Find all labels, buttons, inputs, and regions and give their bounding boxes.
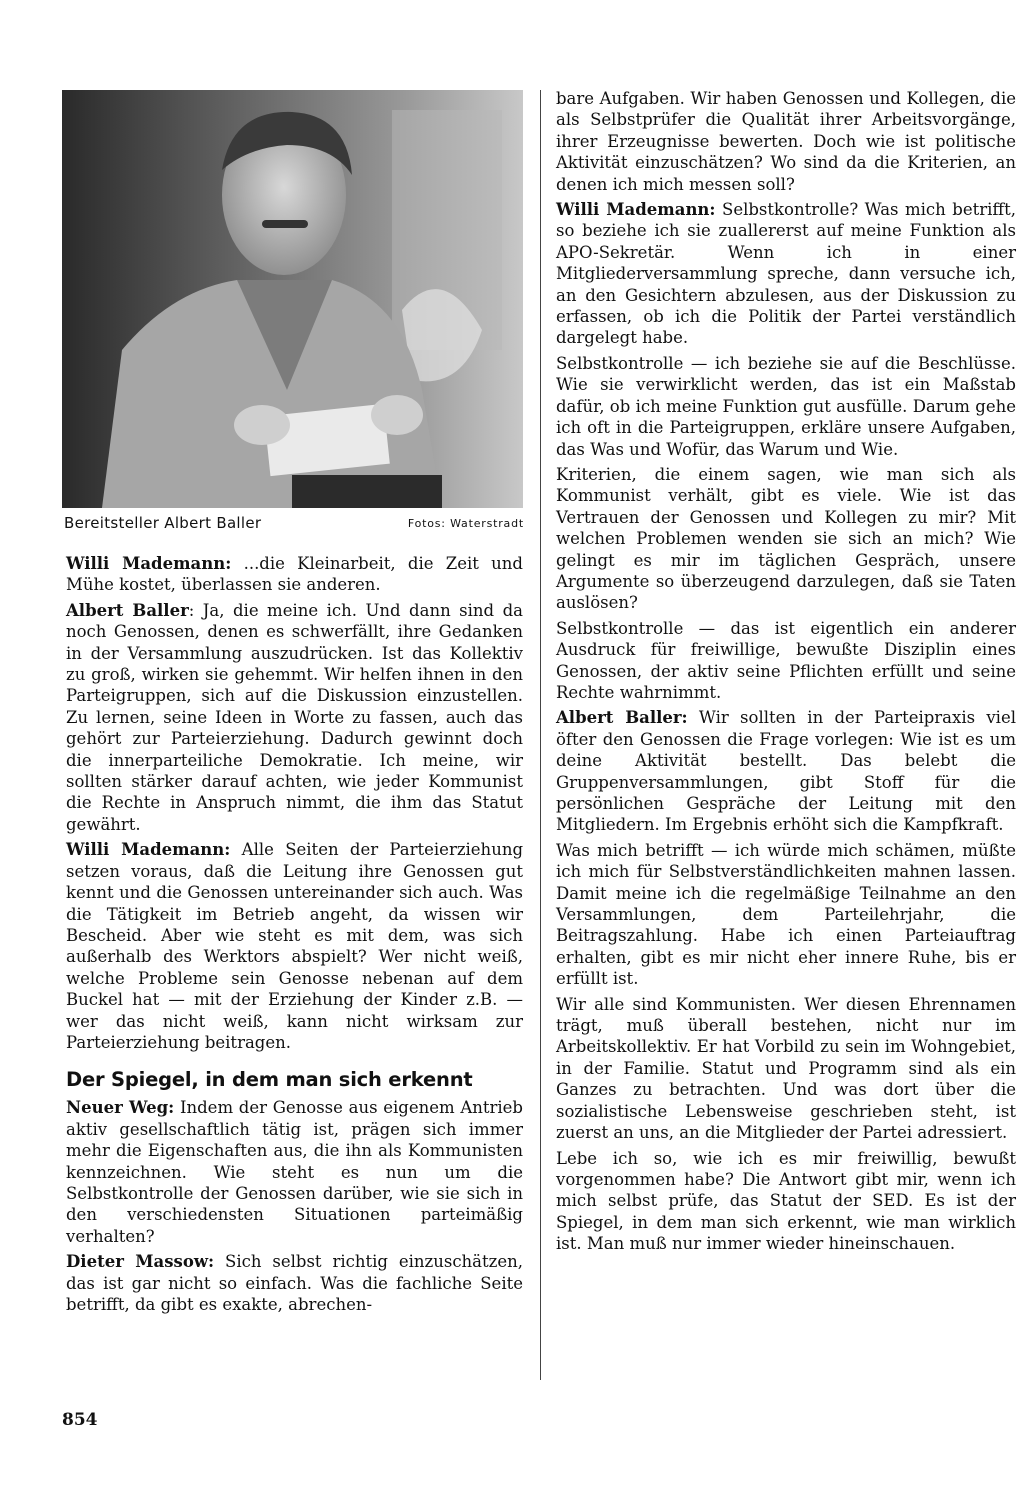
paragraph-text: Was mich betrifft — ich würde mich schämen, müßte ich mich für Selbstverständlichkeiten mahnen lassen. Damit meine ich die regelmäßige Teilnahme an den Versammlungen, dem Parteilehrjahr, die Beitragszahlung. Habe ich einen Parteiauftrag erhalten, gibt es mir nicht eher innere Ruhe, bis er erfüllt ist.: [556, 840, 1016, 989]
paragraph: [556, 199, 1016, 349]
paragraph: [556, 88, 1016, 195]
paragraph: [556, 840, 1016, 990]
paragraph-text: ...die Kleinarbeit, die Zeit und Mühe kostet, überlassen sie anderen.: [66, 554, 523, 595]
photo-credit: Fotos: Waterstradt: [407, 517, 524, 530]
paragraph-text: Selbstkontrolle — das ist eigentlich ein anderer Ausdruck für freiwillige, bewußte Disziplin eines Genossen, der aktiv seine Pflichten erfüllt und seine Rechte wahrnimmt.: [556, 618, 1016, 702]
paragraph: [66, 839, 523, 1053]
paragraph: [556, 464, 1016, 614]
paragraph: [66, 600, 523, 835]
paragraph-text: Alle Seiten der Parteierziehung setzen voraus, daß die Leitung ihre Genossen gut kennt und die Genossen untereinander sich auch. Was die Tätigkeit im Betrieb angeht, da wissen wir Bescheid. Aber wie steht es mit dem, was sich außerhalb des Werktors abspielt? Wer nicht weiß, welche Probleme sein Genosse nebenan auf dem Buckel hat — mit der Erziehung der Kinder z.B. — wer das nicht weiß, kann nicht wirksam zur Parteierziehung beitragen.: [66, 840, 524, 1052]
speaker-name: Albert Baller:: [556, 708, 688, 728]
paragraph-text: Wir alle sind Kommunisten. Wer diesen Ehrennamen trägt, muß überall bestehen, nicht nur im Arbeitskollektiv. Er hat Vorbild zu sein im Wohngebiet, in der Familie. Statut und Programm sind als ein Ganzes zu betrachten. Und was dort über die sozialistische Lebensweise geschrieben steht, ist zuerst an uns, an die Mitglieder der Partei adressiert.: [556, 994, 1016, 1143]
speaker-name: Willi Mademann:: [66, 840, 231, 860]
paragraph-text: Wir sollten in der Parteipraxis viel öfter den Genossen die Frage vorlegen: Wie ist es um deine Aktivität bestellt. Das belebt die Gruppenversammlungen, gibt Stoff für die persönlichen Gespräche der Leitung mit den Mitgliedern. Im Ergebnis erhöht sich die Kampfkraft.: [556, 708, 1016, 835]
paragraph: [556, 353, 1016, 460]
paragraph-text: Indem der Genosse aus eigenem Antrieb aktiv gesellschaftlich tätig ist, prägen sich immer mehr die Eigenschaften aus, die ihn als Kommunisten kennzeichnen. Wie steht es nun um die Selbstkontrolle der Genossen darüber, wie sie sich in den verschiedensten Situationen parteimäßig verhalten?: [66, 1098, 523, 1246]
paragraph: [66, 1251, 523, 1315]
paragraph-text: Kriterien, die einem sagen, wie man sich als Kommunist verhält, gibt es viele. Wie ist das Vertrauen der Genossen und Kollegen zu mir? Mit welchen Problemen wenden sie sich an mich? Wie gelingt es mir im täglichen Gespräch, unsere Argumente so überzeugend darzulegen, daß sie Taten auslösen?: [556, 464, 1016, 613]
speaker-name: Dieter Massow:: [66, 1252, 215, 1272]
paragraph: [556, 707, 1016, 835]
paragraph-text: : Ja, die meine ich. Und dann sind da noch Genossen, denen es schwerfällt, ihre Gedanken in der Versammlung auszudrücken. Ist das Kollektiv zu groß, wirken sie gehemmt. Wir helfen ihnen in den Parteigruppen, sich auf die Diskussion einzustellen. Zu lernen, seine Ideen in Worte zu fassen, auch das gehört zur Parteierziehung. Dadurch gewinnt doch die innerparteiliche Demokratie. Ich meine, wir sollten stärker darauf achten, wie jeder Kommunist die Rechte in Anspruch nimmt, die ihm das Statut gewährt.: [66, 600, 523, 834]
right-column: [556, 88, 1016, 1259]
left-column: [66, 553, 523, 1319]
paragraph: [66, 1097, 523, 1247]
paragraph: [556, 994, 1016, 1144]
paragraph: [66, 553, 523, 596]
paragraph-text: Selbstkontrolle? Was mich betrifft, so beziehe ich sie zuallererst auf meine Funktion als APO-Sekretär. Wenn ich in einer Mitgliederversammlung spreche, dann versuche ich, an den Gesichtern abzulesen, aus der Diskussion zu erfassen, ob ich die Politik der Partei verständlich dargelegt habe.: [556, 200, 1016, 348]
speaker-name: Willi Mademann:: [66, 554, 232, 573]
portrait-image: [62, 90, 523, 508]
portrait-photo: [62, 90, 523, 508]
paragraph: [556, 618, 1016, 704]
paragraph-text: Lebe ich so, wie ich es mir freiwillig, bewußt vorgenommen habe? Die Antwort gibt mir, wenn ich mich selbst prüfe, das Statut der SED. Es ist der Spiegel, in dem man sich erkennt, wie man wirklich ist. Man muß nur immer wieder hineinschauen.: [556, 1148, 1016, 1254]
column-divider: [540, 90, 541, 1380]
speaker-name: Willi Mademann:: [556, 200, 716, 220]
paragraph-text: Sich selbst richtig einzuschätzen, das ist gar nicht so einfach. Was die fachliche Seite betrifft, da gibt es exakte, abrechen-: [66, 1252, 523, 1314]
paragraph: [556, 1148, 1016, 1255]
speaker-name: Albert Baller: [66, 600, 189, 620]
paragraph-text: bare Aufgaben. Wir haben Genossen und Kollegen, die als Selbstprüfer die Qualität ihrer Arbeitsvorgänge, ihrer Erzeugnisse bewerten. Doch wie ist politische Aktivität einzuschätzen? Wo sind da die Kriterien, an denen ich mich messen soll?: [556, 89, 1016, 194]
page-number: 854: [62, 1410, 98, 1430]
section-subheading: Der Spiegel, in dem man sich erkennt: [66, 1068, 473, 1092]
caption-text: Bereitsteller Albert Baller: [64, 514, 262, 532]
paragraph-text: Selbstkontrolle — ich beziehe sie auf die Beschlüsse. Wie sie verwirklicht werden, das ist ein Maßstab dafür, ob ich meine Funktion gut ausfülle. Darum gehe ich oft in die Parteigruppen, erkläre unsere Aufgaben, das Was und Wofür, das Warum und Wie.: [556, 353, 1016, 459]
photo-caption: [64, 514, 524, 536]
speaker-name: Neuer Weg:: [66, 1098, 175, 1118]
